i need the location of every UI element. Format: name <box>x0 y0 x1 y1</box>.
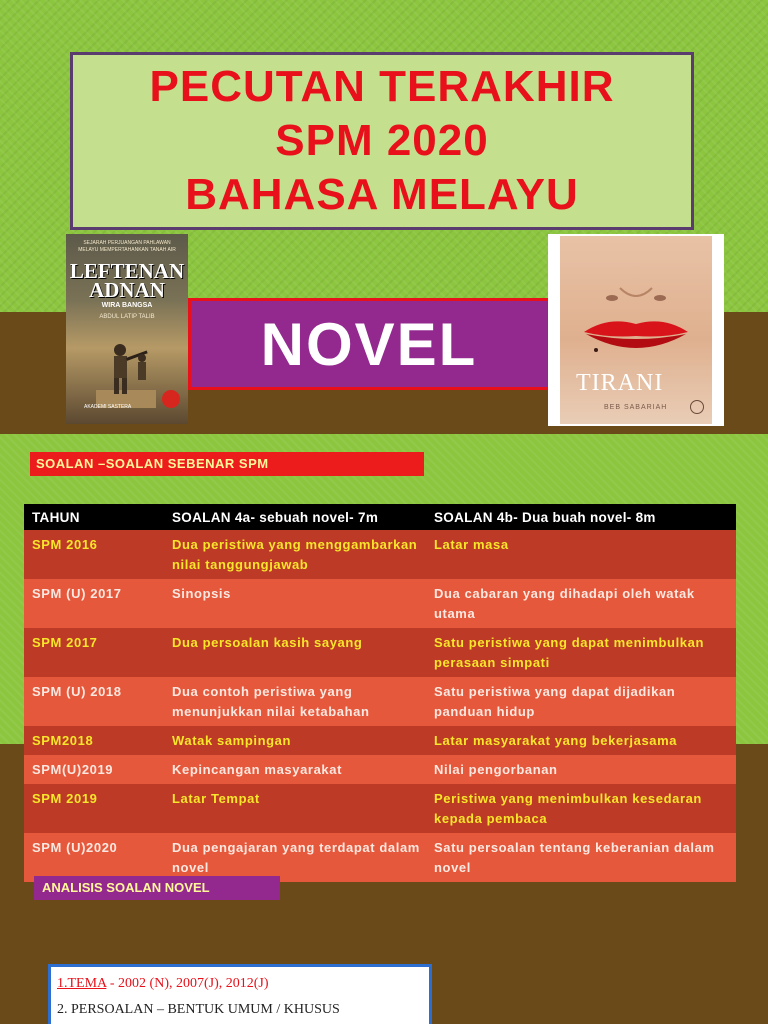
table-header <box>24 504 736 530</box>
table-row <box>24 530 736 579</box>
book-cover-blurb: SEJARAH PERJUANGAN PAHLAWAN MELAYU MEMPERTAHANKAN TANAH AIR <box>78 240 176 253</box>
table-row <box>24 784 736 833</box>
cell-tahun: SPM (U)2020 <box>32 840 118 855</box>
cell-tahun: SPM 2017 <box>32 635 98 650</box>
soalan-banner: SOALAN –SOALAN SEBENAR SPM <box>30 452 424 476</box>
cell-soalan-4a: Watak sampingan <box>172 733 292 748</box>
book-cover-title: LEFTENAN ADNAN <box>69 259 185 302</box>
cell-soalan-4b: Dua cabaran yang dihadapi oleh watak utama <box>434 586 695 621</box>
cell-soalan-4a: Kepincangan masyarakat <box>172 762 342 777</box>
book-cover-title-tirani: TIRANI <box>576 370 664 396</box>
cell-soalan-4a: Dua persoalan kasih sayang <box>172 635 363 650</box>
table-row <box>24 579 736 628</box>
cell-soalan-4a: Dua contoh peristiwa yang menunjukkan nilai ketabahan <box>172 684 370 719</box>
analisis-banner: ANALISIS SOALAN NOVEL <box>34 876 280 900</box>
cell-soalan-4b: Nilai pengorbanan <box>434 762 558 777</box>
book-cover-leftenan-adnan <box>66 234 188 424</box>
note-line-tema: 1.TEMA - 2002 (N), 2007(J), 2012(J) <box>57 976 269 991</box>
cell-tahun: SPM 2019 <box>32 791 98 806</box>
soldier-illustration <box>96 338 156 408</box>
analysis-notes-box <box>48 964 432 1024</box>
table-row <box>24 755 736 784</box>
cell-soalan-4a: Latar Tempat <box>172 791 260 806</box>
cell-tahun: SPM(U)2019 <box>32 762 114 777</box>
cell-tahun: SPM 2016 <box>32 537 98 552</box>
book-cover-tirani <box>548 234 724 426</box>
cell-soalan-4b: Satu peristiwa yang dapat dijadikan panduan hidup <box>434 684 676 719</box>
title-box <box>70 52 694 230</box>
note-tema-label: TEMA <box>67 976 107 991</box>
cell-soalan-4b: Latar masa <box>434 537 509 552</box>
cell-soalan-4a: Dua pengajaran yang terdapat dalam novel <box>172 840 420 875</box>
cell-soalan-4b: Latar masyarakat yang bekerjasama <box>434 733 678 748</box>
title-line-1: PECUTAN TERAKHIR <box>149 62 615 111</box>
cell-soalan-4b: Satu peristiwa yang dapat menimbulkan perasaan simpati <box>434 635 704 670</box>
cell-soalan-4b: Satu persoalan tentang keberanian dalam novel <box>434 840 715 875</box>
table-row <box>24 833 736 882</box>
title-line-3: BAHASA MELAYU <box>185 170 579 219</box>
table-row <box>24 628 736 677</box>
questions-table <box>24 504 736 875</box>
cell-soalan-4b: Peristiwa yang menimbulkan kesedaran kepada pembaca <box>434 791 702 826</box>
cell-soalan-4a: Dua peristiwa yang menggambarkan nilai tanggungjawab <box>172 537 418 572</box>
cell-soalan-4a: Sinopsis <box>172 586 231 601</box>
novel-label: NOVEL <box>260 310 478 378</box>
header-soalan-4a: SOALAN 4a- sebuah novel- 7m <box>172 509 379 525</box>
publisher-logo-icon <box>690 400 704 414</box>
table-row <box>24 677 736 726</box>
novel-banner <box>188 298 550 390</box>
lips-illustration <box>578 288 694 358</box>
note-line-persoalan: 2. PERSOALAN – BENTUK UMUM / KHUSUS <box>57 1002 340 1017</box>
book-cover-badge <box>162 390 180 408</box>
cell-tahun: SPM2018 <box>32 733 94 748</box>
book-cover-subtitle: WIRA BANGSA <box>101 302 153 309</box>
table-row <box>24 726 736 755</box>
header-soalan-4b: SOALAN 4b- Dua buah novel- 8m <box>434 509 656 525</box>
cell-tahun: SPM (U) 2017 <box>32 586 122 601</box>
book-cover-publisher: AKADEMI SASTERA <box>84 404 132 410</box>
cell-tahun: SPM (U) 2018 <box>32 684 122 699</box>
title-line-2: SPM 2020 <box>275 116 489 165</box>
book-cover-author-tirani: BEB SABARIAH <box>604 404 668 411</box>
header-tahun: TAHUN <box>32 509 80 525</box>
book-cover-author: ABDUL LATIP TALIB <box>99 314 155 320</box>
